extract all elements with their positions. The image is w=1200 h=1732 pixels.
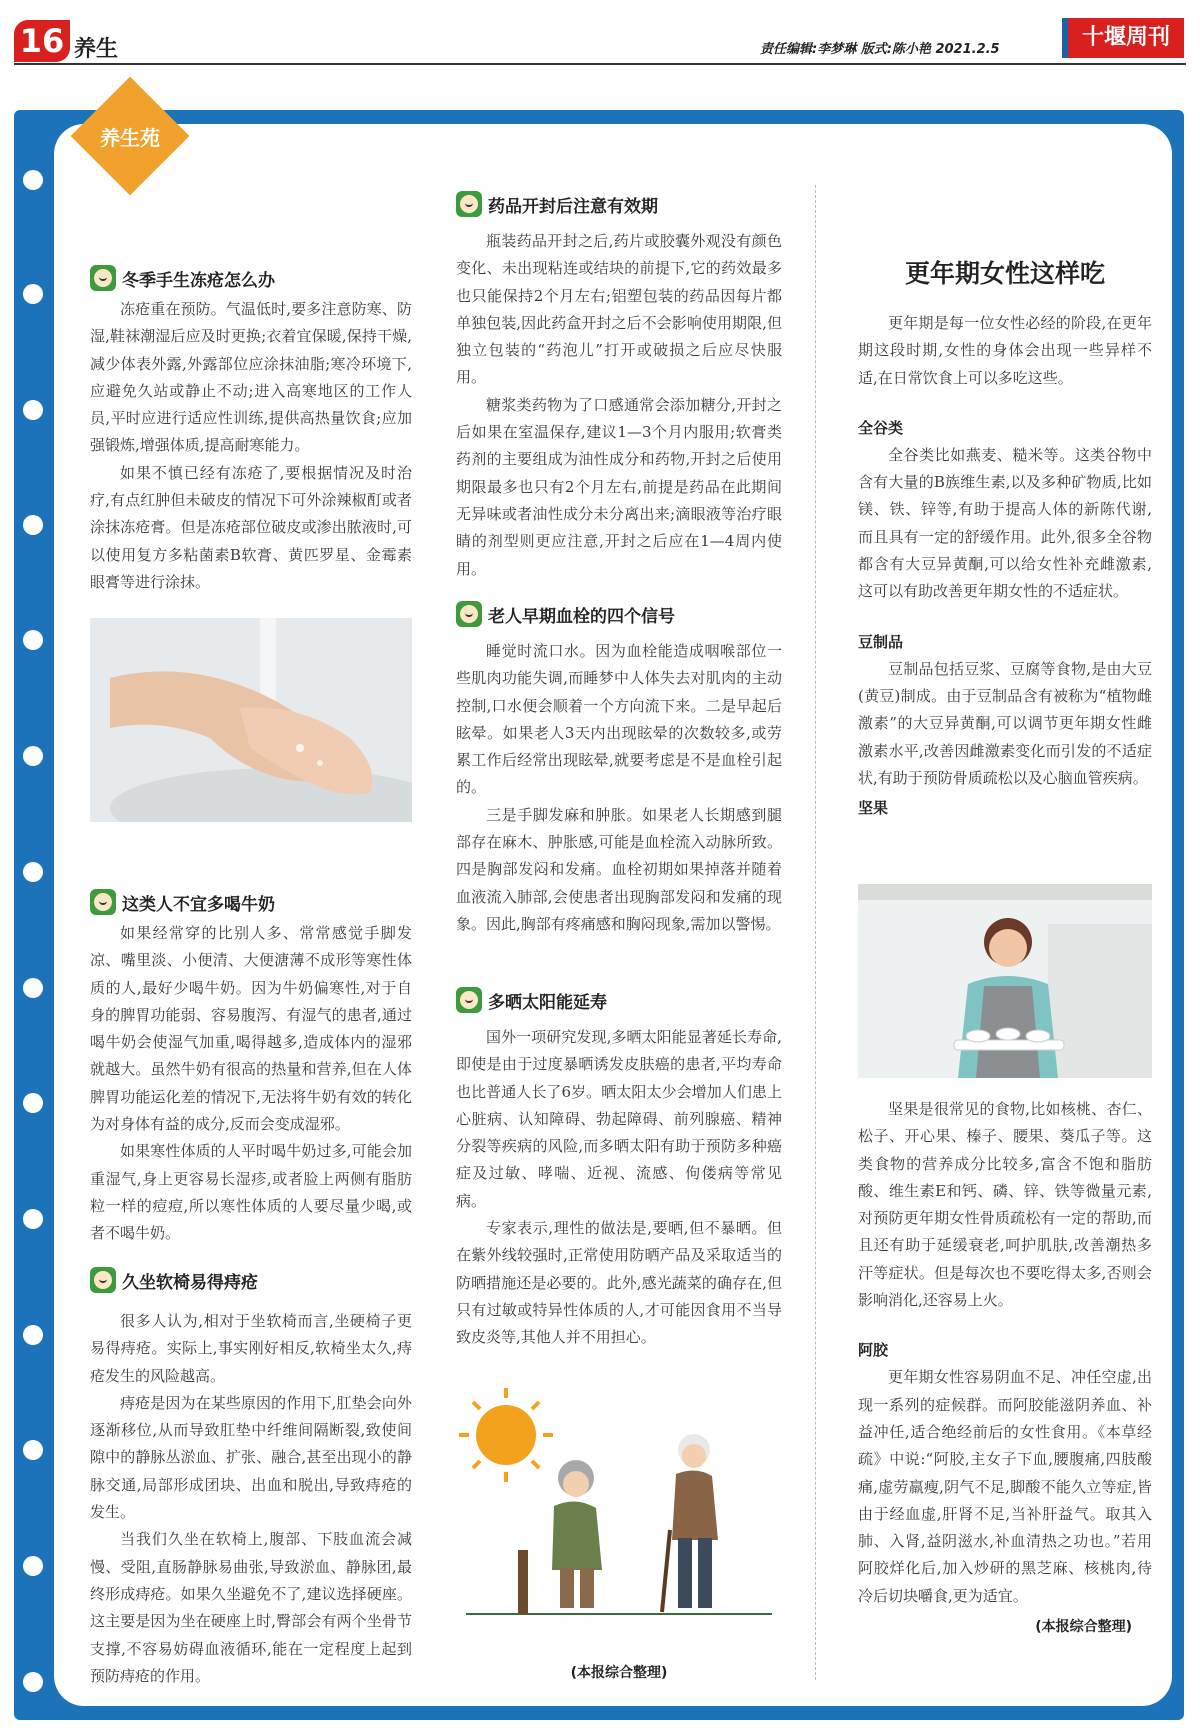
binder-hole	[23, 630, 43, 650]
paragraph: 痔疮是因为在某些原因的作用下,肛垫会向外逐渐移位,从而导致肛垫中纤维间隔断裂,致使间隙中的静脉丛淤血、扩张、融合,甚至出现小的静脉交通,局部形成团块、出血和脱出,导致痔疮的发生。	[90, 1393, 412, 1522]
header-rule	[14, 63, 1186, 65]
binder-hole	[23, 170, 43, 190]
doctor-face-icon	[456, 601, 482, 627]
doctor-face-icon	[456, 191, 482, 217]
editor-credits: 责任编辑:李梦琳 版式:陈小艳 2021.2.5	[760, 42, 1000, 57]
woman-cooking-photo	[858, 884, 1152, 1078]
subheading: 坚果	[858, 799, 889, 818]
article-frostbite	[90, 264, 412, 596]
binder-hole	[23, 1093, 43, 1113]
binder-hole	[23, 1556, 43, 1576]
paragraph: 如果寒性体质的人平时喝牛奶过多,可能会加重湿气,身上更容易长湿疹,或者脸上两侧有脂肪粒一样的痘痘,所以寒性体质的人要尽量少喝,或者不喝牛奶。	[90, 1142, 412, 1243]
masthead-logo: 十堰周刊	[1062, 18, 1184, 58]
paragraph: 三是手脚发麻和肿胀。如果老人长期感到腿部存在麻木、肿胀感,可能是血栓流入动脉所致。四是胸部发闷和发痛。血栓初期如果掉落并随着血液流入肺部,会使患者出现胸部发闷和发痛的现象。因此,胸部有疼痛感和胸闷现象,需加以警惕。	[456, 805, 782, 933]
subheading: 全谷类	[858, 418, 904, 437]
paragraph: 更年期是每一位女性必经的阶段,在更年期这段时期,女性的身体会出现一些异样不适,在日常饮食上可以多吃这些。	[858, 314, 1152, 387]
paragraph: 很多人认为,相对于坐软椅而言,坐硬椅子更易得痔疮。实际上,事实刚好相反,软椅坐太久,痔疮发生的风险越高。	[90, 1312, 412, 1385]
paragraph: 专家表示,理性的做法是,要晒,但不暴晒。但在紫外线较强时,正常使用防晒产品及采取适当的防晒措施还是必要的。此外,感光蔬菜的确存在,但只有过敏或特异性体质的人,才可能因食用不当导致皮炎等,其他人并不用担心。	[456, 1219, 782, 1347]
source-note-col2	[456, 1662, 782, 1682]
article-medicine	[456, 190, 782, 583]
article-title: 多晒太阳能延寿	[488, 992, 607, 1013]
article-milk	[90, 888, 412, 1248]
binder-hole	[23, 1440, 43, 1460]
paragraph: 冻疮重在预防。气温低时,要多注意防寒、防湿,鞋袜潮湿后应及时更换;衣着宜保暖,保持干燥,减少体表外露,外露部位应涂抹油脂;寒冷环境下,应避免久站或静止不动;进入高寒地区的工作人员,平时应进行适应性训练,提供高热量饮食;应加强锻炼,增强体质,提高耐寒能力。	[90, 300, 412, 455]
paragraph: 当我们久坐在软椅上,腹部、下肢血流会减慢、受阻,直肠静脉易曲张,导致淤血、静脉团,最终形成痔疮。如果久坐避免不了,建议选择硬座。这主要是因为坐在硬座上时,臀部会有两个坐骨节支撑,不容易妨碍血液循环,能在一定程度上起到预防痔疮的作用。	[90, 1530, 412, 1685]
article-title: 更年期女性这样吃	[904, 259, 1105, 288]
paragraph: 糖浆类药物为了口感通常会添加糖分,开封之后如果在室温保存,建议1—3个月内服用;软膏类药剂的主要组成为油性成分和药物,开封之后使用期限最多也只有2个月左右,前提是药品在此期间无异味或者油性成分未分离出来;滴眼液等治疗眼睛的剂型则更应注意,开封之后应在1—4周内使用。	[456, 395, 782, 578]
column-divider	[815, 185, 816, 1680]
paragraph: 瓶装药品开封之后,药片或胶囊外观没有颜色变化、未出现粘连或结块的前提下,它的药效最多也只能保持2个月左右;铝塑包装的药品因每片都单独包装,因此药盒开封之后不会影响使用期限,但独立包装的“药泡儿”打开或破损之后应尽快服用。	[456, 232, 782, 387]
doctor-face-icon	[90, 265, 116, 291]
binder-hole	[23, 1672, 43, 1692]
doctor-face-icon	[456, 987, 482, 1013]
paragraph: 睡觉时流口水。因为血栓能造成咽喉部位一些肌肉功能失调,而睡梦中人体失去对肌肉的主动控制,口水便会顺着一个方向流下来。二是早起后眩晕。如果老人3天内出现眩晕的次数较多,或劳累工作后经常出现眩晕,就要考虑是不是血栓引起的。	[456, 642, 782, 797]
binder-hole	[23, 1325, 43, 1345]
article-hemorrhoids	[90, 1266, 412, 1690]
paragraph: 国外一项研究发现,多晒太阳能显著延长寿命,即使是由于过度暴晒诱发皮肤癌的患者,平均寿命也比普通人长了6岁。晒太阳太少会增加人们患上心脏病、认知障碍、勃起障碍、前列腺癌、精神分裂等疾病的风险,而多晒太阳有助于预防多种癌症及过敏、哮喘、近视、流感、佝偻病等常见病。	[456, 1028, 782, 1210]
doctor-face-icon	[90, 1267, 116, 1293]
binder-hole	[23, 400, 43, 420]
paragraph: 全谷类比如燕麦、糙米等。这类谷物中含有大量的B族维生素,以及多种矿物质,比如镁、铁、锌等,有助于提高人体的新陈代谢,而且具有一定的舒缓作用。此外,很多全谷物都含有大豆异黄酮,可以给女性补充雌激素,这可以有助改善更年期女性的不适症状。	[858, 445, 1152, 601]
binder-hole	[23, 746, 43, 766]
page-number: 16	[14, 20, 70, 62]
page-header	[0, 0, 1200, 66]
binder-hole	[23, 284, 43, 304]
binder-hole	[23, 515, 43, 535]
article-title: 这类人不宜多喝牛奶	[122, 894, 275, 915]
binder-hole	[23, 1209, 43, 1229]
section-name: 养生	[74, 37, 119, 62]
article-menopause	[858, 254, 1152, 822]
source-credit: (本报综合整理)	[570, 1665, 668, 1681]
binder-hole	[23, 862, 43, 882]
binder-hole	[23, 978, 43, 998]
article-title: 冬季手生冻疮怎么办	[122, 270, 275, 291]
section-badge-label: 养生苑	[100, 126, 160, 150]
paragraph: 坚果是很常见的食物,比如核桃、杏仁、松子、开心果、榛子、腰果、葵瓜子等。这类食物的营养成分比较多,富含不饱和脂肪酸、维生素E和钙、磷、锌、铁等微量元素,对预防更年期女性骨质疏松有一定的帮助,而且还有助于延缓衰老,呵护肌肤,改善潮热多汗等症状。但是每次也不要吃得太多,否则会影响消化,还容易上火。	[858, 1100, 1152, 1310]
article-thrombosis	[456, 600, 782, 938]
paragraph: 如果不慎已经有冻疮了,要根据情况及时治疗,有点红肿但未破皮的情况下可外涂辣椒酊或者涂抹冻疮膏。但是冻疮部位破皮或渗出脓液时,可以使用复方多粘菌素B软膏、黄匹罗星、金霉素眼膏等进行涂抹。	[90, 463, 412, 591]
subheading: 豆制品	[858, 632, 904, 651]
source-credit: (本报综合整理)	[1035, 1619, 1132, 1636]
paragraph: 如果经常穿的比别人多、常常感觉手脚发凉、嘴里淡、小便清、大便溏薄不成形等寒性体质的人,最好少喝牛奶。因为牛奶偏寒性,对于自身的脾胃功能弱、容易腹泻、有湿气的患者,通过喝牛奶会使湿气加重,喝得越多,造成体内的湿邪就越大。虽然牛奶有很高的热量和营养,但在人体脾胃功能运化差的情况下,无法将牛奶有效的转化为对身体有益的成分,反而会变成湿邪。	[90, 924, 412, 1134]
elderly-sun-illustration	[456, 1380, 782, 1620]
subheading: 阿胶	[858, 1341, 889, 1360]
article-title: 老人早期血栓的四个信号	[488, 606, 675, 627]
doctor-face-icon	[90, 889, 116, 915]
article-title: 药品开封后注意有效期	[488, 196, 658, 217]
article-title: 久坐软椅易得痔疮	[122, 1272, 258, 1293]
hand-washing-photo	[90, 618, 412, 822]
article-sunbathing	[456, 986, 782, 1352]
paragraph: 豆制品包括豆浆、豆腐等食物,是由大豆(黄豆)制成。由于豆制品含有被称为“植物雌激素”的大豆异黄酮,可以调节更年期女性雌激素水平,改善因雌激素变化而引发的不适症状,有助于预防骨质疏松以及心脑血管疾病。	[858, 659, 1152, 787]
article-menopause-cont	[858, 1096, 1152, 1636]
paragraph: 更年期女性容易阴血不足、冲任空虚,出现一系列的症候群。而阿胶能滋阴养血、补益冲任,适合绝经前后的女性食用。《本草经疏》中说:“阿胶,主女子下血,腰腹痛,四肢酸痛,虚劳羸瘦,阴气不足,脚酸不能久立等症,皆由于经血虚,肝肾不足,当补肝益气。取其入肺、入肾,益阴滋水,补血清热之功也。”若用阿胶烊化后,加入炒研的黑芝麻、核桃肉,待冷后切块嚼食,更为适宜。	[858, 1368, 1152, 1605]
